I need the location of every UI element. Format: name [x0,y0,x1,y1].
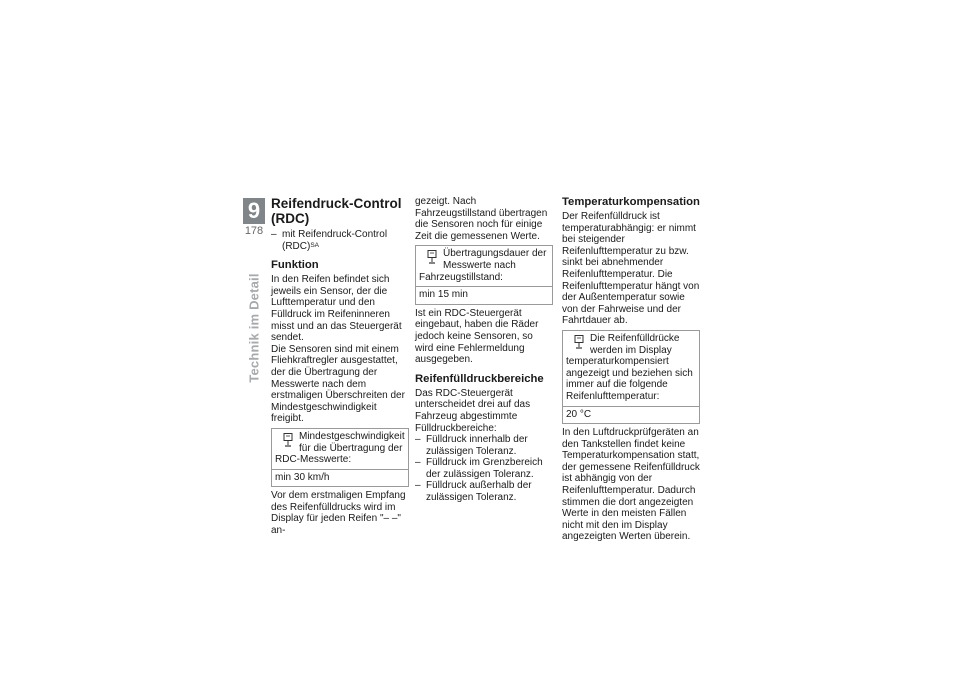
bullet-text: mit Reifendruck-Control (RDC)$^{SA}$ [282,229,388,252]
note-text: Übertragungsdauer der Messwerte nach Fahrzeugstillstand: [419,248,547,283]
spec-note-box [271,428,409,487]
heading-temperature-compensation: Temperaturkompensation [562,196,700,208]
note-value: 20 °C [563,406,699,424]
bullet-dash: – [271,229,277,240]
column-1 [271,196,409,537]
chapter-marker [243,198,265,237]
note-text: Mindestgeschwindigkeit für die Übertragung der RDC-Messwerte: [275,430,405,466]
note-text: Die Reifenfülldrücke werden im Display temperaturkompensiert angezeigt und beziehen sich immer auf die folgende Reifenlufttemperatur: [566,332,693,402]
equipment-bullet [271,229,409,252]
paragraph: Ist ein RDC-Steuergerät eingebaut, haben die Räder jedoch keine Sensoren, so wird eine Fehlermeldung ausgegeben. [415,307,539,366]
paragraph: Der Reifenfülldruck ist temperaturabhängig: er nimmt bei steigender Reifenlufttemperatur zu bzw. sinkt bei abnehmender Reifenlufttemperatur. Die Reifenlufttemperatur hängt von der Außentemperatur sowie von der Fahrweise und der Fahrtdauer ab. [562,211,700,327]
note-value: min 30 km/h [272,469,408,487]
info-icon [283,433,293,447]
bullet-dash: – [415,480,421,492]
paragraph: In den Reifen befindet sich jeweils ein Sensor, der die Lufttemperatur und den Fülldruck im Reifeninneren misst und an das Steuergerät sendet. [271,274,402,344]
bullet-dash: – [415,434,421,446]
column-2 [415,196,553,504]
note-value: min 15 min [416,286,552,304]
spec-note-box [562,330,700,424]
paragraph: In den Luftdruckprüfgeräten an den Tankstellen findet keine Temperaturkompensation statt, der gemessene Reifenfülldruck ist abhängig von der Reifenlufttemperatur. Dadurch stimmen die dort angezeigten Werte in den meisten Fällen nicht mit den im Display angezeigten Werten überein. [562,427,700,543]
info-icon [574,335,584,349]
page-title: Reifendruck-Control (RDC) [271,196,402,226]
paragraph: Die Sensoren sind mit einem Fliehkraftregler ausgestattet, der die Übertragung der Messwerte nach dem erstmaligen Überschreiten der Mindestgeschwindigkeit freigibt. [271,343,405,425]
spec-note-box [415,245,553,304]
heading-funktion: Funktion [271,259,319,272]
paragraph: Vor dem erstmaligen Empfang des Reifenfülldrucks wird im Display für jeden Reifen "– –" an- [271,490,406,537]
column-3 [562,196,700,543]
list-item [415,480,553,503]
note-text-block [272,429,408,469]
paragraph: Das RDC-Steuergerät unterscheidet drei auf das Fahrzeug abgestimmte Fülldruckbereiche: [415,387,531,434]
note-text-block [563,331,699,406]
list-item [415,434,553,457]
info-icon [427,250,437,264]
list-item [415,457,553,480]
section-title-vertical [243,268,265,388]
paragraph: gezeigt. Nach Fahrzeugstillstand übertragen die Sensoren noch für einige Zeit die gemessenen Werte. [415,196,548,242]
list-item-text: Fülldruck im Grenzbereich der zulässigen Toleranz. [426,457,543,480]
note-text-block [416,246,552,286]
heading-pressure-ranges: Reifenfülldruckbereiche [415,372,544,385]
page-number: 178 [244,225,264,237]
section-title: Technik im Detail [246,273,262,383]
list-item-text: Fülldruck innerhalb der zulässigen Toleranz. [426,434,528,457]
list-item-text: Fülldruck außerhalb der zulässigen Toleranz. [426,480,532,504]
option-superscript: SA [310,241,319,249]
bullet-dash: – [415,457,421,469]
chapter-number: 9 [243,198,265,224]
